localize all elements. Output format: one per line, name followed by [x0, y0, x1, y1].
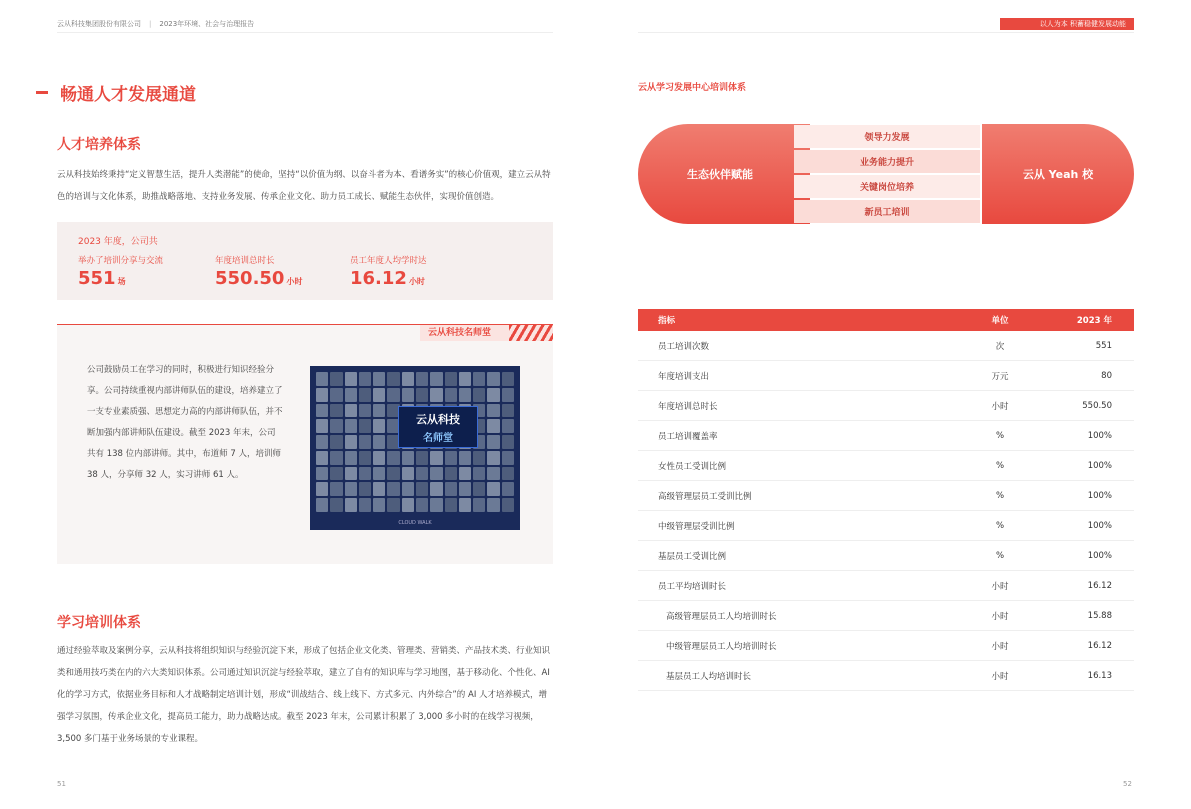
photo-banner-line1: 云从科技	[416, 413, 460, 426]
pill-right: 云从 Yeah 校	[982, 124, 1134, 224]
pill-middle	[794, 124, 980, 224]
stat-value: 16.12	[350, 268, 407, 289]
row-value: 80	[1101, 370, 1112, 381]
portrait-tile	[487, 467, 499, 481]
portrait-tile	[445, 498, 457, 512]
stat-unit: 小时	[408, 277, 425, 286]
portrait-tile	[430, 451, 442, 465]
row-unit: %	[995, 550, 1005, 561]
portrait-tile	[473, 498, 485, 512]
portrait-tile	[502, 482, 514, 496]
table-body	[638, 331, 1134, 691]
learning-title: 学习培训体系	[57, 615, 141, 631]
portrait-tile	[345, 435, 357, 449]
row-unit: 小时	[991, 611, 1009, 622]
row-indicator: 中级管理层受训比例	[658, 521, 735, 532]
pill-item: 领导力发展	[794, 125, 980, 148]
portrait-tile	[459, 388, 471, 402]
portrait-tile	[345, 404, 357, 418]
portrait-tile	[459, 482, 471, 496]
portrait-tile	[430, 482, 442, 496]
portrait-tile	[316, 451, 328, 465]
stat-sessions	[78, 254, 163, 289]
portrait-tile	[316, 388, 328, 402]
row-unit: 万元	[991, 371, 1009, 382]
portrait-tile	[416, 451, 428, 465]
portrait-tile	[416, 482, 428, 496]
portrait-tile	[373, 467, 385, 481]
portrait-tile	[445, 451, 457, 465]
portrait-tile	[402, 467, 414, 481]
portrait-tile	[330, 451, 342, 465]
header-divider	[57, 32, 553, 33]
portrait-tile	[330, 482, 342, 496]
portrait-tile	[502, 498, 514, 512]
pill-item: 业务能力提升	[794, 150, 980, 173]
header-unit: 单位	[991, 316, 1009, 326]
portrait-tile	[487, 498, 499, 512]
pill-item: 关键岗位培养	[794, 175, 980, 198]
row-indicator: 年度培训支出	[658, 371, 710, 382]
row-indicator: 员工培训覆盖率	[658, 431, 718, 442]
portrait-tile	[330, 467, 342, 481]
portrait-tile	[416, 388, 428, 402]
portrait-tile	[502, 435, 514, 449]
portrait-tile	[373, 419, 385, 433]
row-value: 551	[1095, 340, 1112, 351]
row-unit: %	[995, 430, 1005, 441]
portrait-tile	[359, 419, 371, 433]
portrait-tile	[459, 451, 471, 465]
portrait-tile	[387, 498, 399, 512]
row-value: 550.50	[1082, 400, 1112, 411]
table-row	[638, 661, 1134, 691]
training-system-title: 云从学习发展中心培训体系	[638, 83, 747, 93]
portrait-tile	[345, 419, 357, 433]
portrait-tile	[473, 482, 485, 496]
row-indicator: 基层员工受训比例	[658, 551, 727, 562]
portrait-tile	[445, 467, 457, 481]
portrait-tile	[459, 467, 471, 481]
table-row	[638, 571, 1134, 601]
table-row	[638, 421, 1134, 451]
portrait-tile	[330, 498, 342, 512]
row-unit: 小时	[991, 641, 1009, 652]
row-value: 100%	[1087, 430, 1112, 441]
table-row	[638, 601, 1134, 631]
stripes-decoration	[509, 325, 553, 341]
portrait-tile	[502, 419, 514, 433]
talent-title: 人才培养体系	[57, 137, 141, 153]
page-number-right: 52	[1123, 780, 1132, 788]
portrait-tile	[430, 498, 442, 512]
teacher-tag	[420, 325, 553, 341]
row-indicator: 中级管理层员工人均培训时长	[666, 641, 777, 652]
stat-unit: 场	[117, 277, 126, 286]
portrait-tile	[373, 435, 385, 449]
row-unit: %	[995, 490, 1005, 501]
portrait-tile	[373, 451, 385, 465]
portrait-tile	[373, 388, 385, 402]
row-unit: 小时	[991, 671, 1009, 682]
row-value: 16.13	[1087, 670, 1112, 681]
stat-unit: 小时	[286, 277, 303, 286]
row-indicator: 员工平均培训时长	[658, 581, 727, 592]
section-tag: 以人为本 积蓄稳健发展动能	[1000, 18, 1134, 30]
teacher-tag-text: 云从科技名师堂	[428, 328, 492, 338]
stat-value: 551	[78, 268, 116, 289]
portrait-tile	[359, 435, 371, 449]
portrait-tile	[459, 372, 471, 386]
table-header	[638, 309, 1134, 331]
stat-avg-hours	[350, 254, 427, 289]
stat-value: 550.50	[215, 268, 285, 289]
teacher-photo	[310, 366, 520, 530]
portrait-tile	[387, 388, 399, 402]
portrait-tile	[345, 498, 357, 512]
portrait-tile	[359, 404, 371, 418]
company-name: 云从科技集团股份有限公司	[57, 20, 141, 28]
portrait-tile	[345, 451, 357, 465]
learning-paragraph: 通过经验萃取及案例分享，云从科技将组织知识与经验沉淀下来，形成了包括企业文化类、管理类、营销类、产品技术类、行业知识类和通用技巧类在内的六大类知识体系。公司通过知识沉淀与经验萃取，建立了自有的知识库与学习地图，基于移动化、个性化、AI 化的学习方式，依据业务目标和人才战略制定培训计划，形成“训战结合、线上线下、方式多元、内外综合”的 AI 人才培养模式，增强学习氛围，传承企业文化，提高员工能力，助力战略达成。截至 2023 年末，公司累计积累了 3,000 多小时的在线学习视频，3,500 多门基于业务场景的专业课程。	[57, 646, 551, 744]
portrait-tile	[373, 498, 385, 512]
portrait-tile	[316, 482, 328, 496]
portrait-tile	[387, 451, 399, 465]
portrait-tile	[445, 482, 457, 496]
portrait-tile	[402, 451, 414, 465]
portrait-tile	[459, 498, 471, 512]
portrait-tile	[487, 404, 499, 418]
stats-heading: 2023 年度，公司共	[78, 237, 158, 247]
stat-label: 年度培训总时长	[215, 256, 275, 266]
portrait-tile	[387, 467, 399, 481]
portrait-tile	[430, 388, 442, 402]
row-value: 100%	[1087, 550, 1112, 561]
header-divider-right	[638, 32, 1134, 33]
stat-label: 员工年度人均学时达	[350, 256, 427, 266]
portrait-tile	[330, 372, 342, 386]
portrait-tile	[416, 498, 428, 512]
portrait-tile	[316, 419, 328, 433]
portrait-tile	[359, 451, 371, 465]
report-name: 2023年环境、社会与治理报告	[159, 20, 255, 28]
pill-left: 生态伙伴赋能	[638, 124, 810, 224]
portrait-tile	[402, 498, 414, 512]
portrait-tile	[402, 388, 414, 402]
portrait-tile	[330, 419, 342, 433]
portrait-tile	[502, 451, 514, 465]
portrait-tile	[345, 372, 357, 386]
portrait-tile	[373, 482, 385, 496]
portrait-tile	[502, 372, 514, 386]
row-unit: 小时	[991, 581, 1009, 592]
portrait-tile	[502, 388, 514, 402]
portrait-tile	[473, 388, 485, 402]
header-year: 2023 年	[1076, 316, 1112, 326]
row-indicator: 高级管理层员工受训比例	[658, 491, 752, 502]
portrait-tile	[502, 467, 514, 481]
portrait-tile	[387, 372, 399, 386]
row-indicator: 员工培训次数	[658, 341, 710, 352]
portrait-tile	[487, 451, 499, 465]
portrait-tile	[330, 404, 342, 418]
talent-paragraph: 云从科技始终秉持“定义智慧生活，提升人类潜能”的使命，坚持“以价值为纲、以奋斗者为本、看谱务实”的核心价值观，建立云从特色的培训与文化体系，助推战略落地、支持业务发展、传承企业文化、助力员工成长、赋能生态伙伴，实现价值创造。	[57, 170, 551, 202]
table-row	[638, 451, 1134, 481]
row-value: 15.88	[1087, 610, 1112, 621]
portrait-tile	[345, 388, 357, 402]
section-title	[36, 80, 196, 105]
stat-label: 举办了培训分享与交流	[78, 256, 164, 266]
portrait-tile	[402, 372, 414, 386]
portrait-tile	[373, 372, 385, 386]
table-row	[638, 361, 1134, 391]
training-table	[638, 309, 1134, 691]
portrait-tile	[359, 482, 371, 496]
photo-banner-line2: 名师堂	[423, 433, 453, 444]
table-row	[638, 391, 1134, 421]
row-indicator: 高级管理层员工人均培训时长	[666, 611, 777, 622]
row-indicator: 女性员工受训比例	[658, 461, 727, 472]
table-row	[638, 481, 1134, 511]
report-header: 云从科技集团股份有限公司 | 2023年环境、社会与治理报告	[57, 20, 255, 28]
portrait-tile	[430, 372, 442, 386]
portrait-tile	[345, 482, 357, 496]
photo-banner	[398, 406, 478, 448]
portrait-tile	[487, 372, 499, 386]
portrait-tile	[487, 388, 499, 402]
table-row	[638, 511, 1134, 541]
table-row	[638, 331, 1134, 361]
portrait-tile	[473, 451, 485, 465]
portrait-tile	[445, 388, 457, 402]
portrait-tile	[416, 372, 428, 386]
portrait-tile	[445, 372, 457, 386]
row-indicator: 年度培训总时长	[658, 401, 718, 412]
row-unit: 小时	[991, 401, 1009, 412]
header-indicator: 指标	[658, 316, 676, 326]
portrait-tile	[473, 467, 485, 481]
table-row	[638, 541, 1134, 571]
portrait-tile	[487, 419, 499, 433]
table-row	[638, 631, 1134, 661]
photo-logo: CLOUD WALK	[398, 520, 432, 526]
portrait-tile	[330, 388, 342, 402]
portrait-tile	[416, 467, 428, 481]
row-unit: 次	[995, 341, 1005, 352]
row-value: 100%	[1087, 520, 1112, 531]
stat-total-hours	[215, 254, 302, 289]
portrait-tile	[430, 467, 442, 481]
portrait-tile	[487, 482, 499, 496]
portrait-tile	[473, 372, 485, 386]
title-dash	[36, 91, 48, 94]
portrait-tile	[359, 498, 371, 512]
portrait-tile	[402, 482, 414, 496]
row-value: 16.12	[1087, 640, 1112, 651]
page-number-left: 51	[57, 780, 66, 788]
portrait-tile	[316, 435, 328, 449]
portrait-tile	[359, 372, 371, 386]
pill-item: 新员工培训	[794, 200, 980, 223]
section-title-text: 畅通人才发展通道	[60, 85, 196, 105]
portrait-tile	[330, 435, 342, 449]
portrait-tile	[359, 388, 371, 402]
portrait-tile	[359, 467, 371, 481]
portrait-tile	[387, 482, 399, 496]
portrait-tile	[373, 404, 385, 418]
portrait-tile	[345, 467, 357, 481]
portrait-tile	[487, 435, 499, 449]
portrait-tile	[502, 404, 514, 418]
portrait-tile	[316, 372, 328, 386]
row-value: 100%	[1087, 460, 1112, 471]
row-indicator: 基层员工人均培训时长	[666, 671, 752, 682]
portrait-tile	[316, 498, 328, 512]
row-value: 16.12	[1087, 580, 1112, 591]
portrait-tile	[316, 404, 328, 418]
portrait-tile	[316, 467, 328, 481]
row-value: 100%	[1087, 490, 1112, 501]
row-unit: %	[995, 460, 1005, 471]
row-unit: %	[995, 520, 1005, 531]
teacher-paragraph: 公司鼓励员工在学习的同时，积极进行知识经验分享。公司持续重视内部讲师队伍的建设，培养建立了一支专业素质强、思想定力高的内部讲师队伍，并不断加强内部讲师队伍建设。截至 2023 年末，公司共有 138 位内部讲师。其中，布道师 7 人，培训师 38 人，分享师 32 人，实习讲师 61 人。	[87, 365, 283, 480]
